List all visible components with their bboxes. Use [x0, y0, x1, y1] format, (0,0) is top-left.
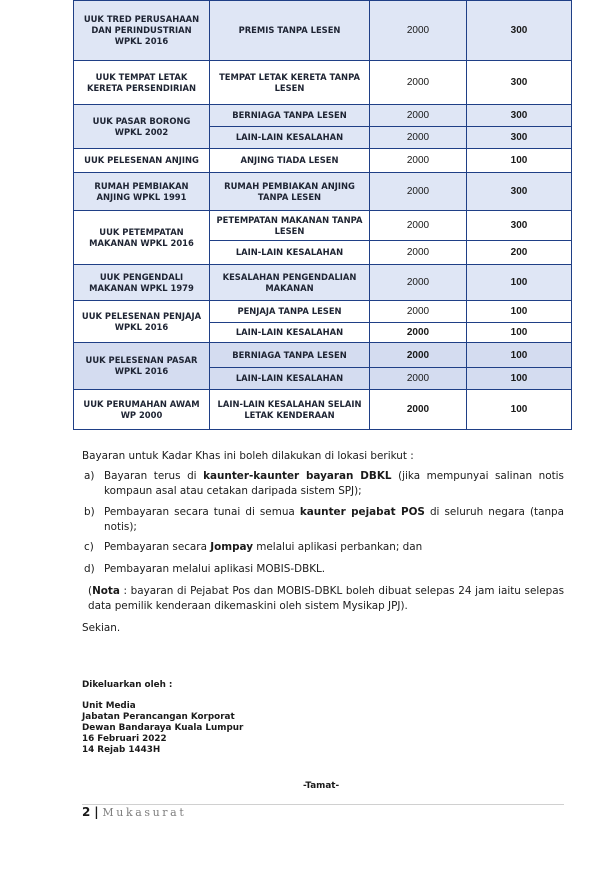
amount-a-cell: 2000 [370, 127, 467, 149]
offence-cell: LAIN-LAIN KESALAHAN [210, 127, 370, 149]
amount-b-cell: 100 [467, 343, 572, 368]
category-cell: UUK PERUMAHAN AWAM WP 2000 [74, 390, 210, 430]
amount-a-cell: 2000 [370, 390, 467, 430]
category-cell: UUK PELESENAN PENJAJA WPKL 2016 [74, 301, 210, 343]
table-row [74, 149, 572, 173]
payment-option-d: d) Pembayaran melalui aplikasi MOBIS-DBKL. [84, 563, 326, 575]
amount-b-cell: 100 [467, 368, 572, 390]
amount-b-cell: 300 [467, 61, 572, 105]
option-marker: b) [84, 506, 95, 518]
offence-cell: PENJAJA TANPA LESEN [210, 301, 370, 323]
category-cell: UUK TRED PERUSAHAAN DAN PERINDUSTRIAN WPKL 2016 [74, 1, 210, 61]
amount-b-cell: 300 [467, 105, 572, 127]
amount-b-cell: 100 [467, 149, 572, 173]
table-row [74, 1, 572, 61]
amount-a-cell: 2000 [370, 368, 467, 390]
fee-table [73, 0, 572, 430]
offence-cell: RUMAH PEMBIAKAN ANJING TANPA LESEN [210, 173, 370, 211]
category-cell: UUK PASAR BORONG WPKL 2002 [74, 105, 210, 149]
payment-option-b: b) Pembayaran secara tunai di semua kaunter pejabat POS di seluruh negara (tanpa notis); [84, 506, 564, 533]
category-cell: UUK PELESENAN PASAR WPKL 2016 [74, 343, 210, 390]
issuer-heading: Dikeluarkan oleh : [82, 680, 173, 690]
table-row [74, 343, 572, 368]
page-footer [82, 804, 186, 821]
payment-intro: Bayaran untuk Kadar Khas ini boleh dilakukan di lokasi berikut : [82, 450, 414, 462]
amount-b-cell: 200 [467, 241, 572, 265]
issuer-line: Unit Media [82, 701, 136, 711]
offence-cell: KESALAHAN PENGENDALIAN MAKANAN [210, 265, 370, 301]
amount-a-cell: 2000 [370, 105, 467, 127]
issuer-line: Dewan Bandaraya Kuala Lumpur [82, 723, 244, 733]
table-row [74, 105, 572, 127]
offence-cell: BERNIAGA TANPA LESEN [210, 343, 370, 368]
payment-option-a: a) Bayaran terus di kaunter-kaunter bayaran DBKL (jika mempunyai salinan notis kompaun asal atau cetakan daripada sistem SPJ); [84, 470, 564, 497]
offence-cell: BERNIAGA TANPA LESEN [210, 105, 370, 127]
amount-a-cell: 2000 [370, 173, 467, 211]
table-row [74, 265, 572, 301]
amount-a-cell: 2000 [370, 211, 467, 241]
table-row [74, 301, 572, 323]
amount-a-cell: 2000 [370, 61, 467, 105]
end-marker: -Tamat- [303, 781, 340, 791]
fee-table-container [73, 0, 571, 430]
amount-b-cell: 300 [467, 173, 572, 211]
payment-option-c: c) Pembayaran secara Jompay melalui aplikasi perbankan; dan [84, 541, 423, 553]
offence-cell: ANJING TIADA LESEN [210, 149, 370, 173]
table-row [74, 173, 572, 211]
amount-b-cell: 300 [467, 1, 572, 61]
category-cell: RUMAH PEMBIAKAN ANJING WPKL 1991 [74, 173, 210, 211]
amount-a-cell: 2000 [370, 149, 467, 173]
option-marker: d) [84, 563, 95, 575]
offence-cell: PETEMPATAN MAKANAN TANPA LESEN [210, 211, 370, 241]
offence-cell: LAIN-LAIN KESALAHAN [210, 323, 370, 343]
issuer-block [82, 701, 243, 756]
amount-a-cell: 2000 [370, 323, 467, 343]
offence-cell: PREMIS TANPA LESEN [210, 1, 370, 61]
footer-separator: | [94, 805, 99, 819]
amount-b-cell: 100 [467, 265, 572, 301]
issuer-line: 14 Rejab 1443H [82, 745, 161, 755]
amount-a-cell: 2000 [370, 301, 467, 323]
amount-b-cell: 100 [467, 323, 572, 343]
category-cell: UUK PETEMPATAN MAKANAN WPKL 2016 [74, 211, 210, 265]
option-marker: a) [84, 470, 95, 482]
table-row [74, 390, 572, 430]
offence-cell: LAIN-LAIN KESALAHAN [210, 368, 370, 390]
amount-a-cell: 2000 [370, 265, 467, 301]
issuer-line: 16 Februari 2022 [82, 734, 167, 744]
table-row [74, 61, 572, 105]
footer-label: Mukasurat [102, 806, 187, 819]
amount-b-cell: 300 [467, 211, 572, 241]
category-cell: UUK PELESENAN ANJING [74, 149, 210, 173]
payment-note: (Nota : bayaran di Pejabat Pos dan MOBIS-DBKL boleh dibuat selepas 24 jam iaitu selepas data pemilik kenderaan dikemaskini oleh sistem Mysikap JPJ). [88, 585, 564, 612]
amount-a-cell: 2000 [370, 1, 467, 61]
table-row [74, 211, 572, 241]
category-cell: UUK PENGENDALI MAKANAN WPKL 1979 [74, 265, 210, 301]
offence-cell: LAIN-LAIN KESALAHAN SELAIN LETAK KENDERAAN [210, 390, 370, 430]
amount-b-cell: 100 [467, 301, 572, 323]
amount-b-cell: 300 [467, 127, 572, 149]
issuer-line: Jabatan Perancangan Korporat [82, 712, 235, 722]
page-number: 2 [82, 805, 91, 819]
offence-cell: LAIN-LAIN KESALAHAN [210, 241, 370, 265]
option-marker: c) [84, 541, 94, 553]
offence-cell: TEMPAT LETAK KERETA TANPA LESEN [210, 61, 370, 105]
category-cell: UUK TEMPAT LETAK KERETA PERSENDIRIAN [74, 61, 210, 105]
closing-text: Sekian. [82, 622, 121, 634]
amount-b-cell: 100 [467, 390, 572, 430]
amount-a-cell: 2000 [370, 343, 467, 368]
amount-a-cell: 2000 [370, 241, 467, 265]
